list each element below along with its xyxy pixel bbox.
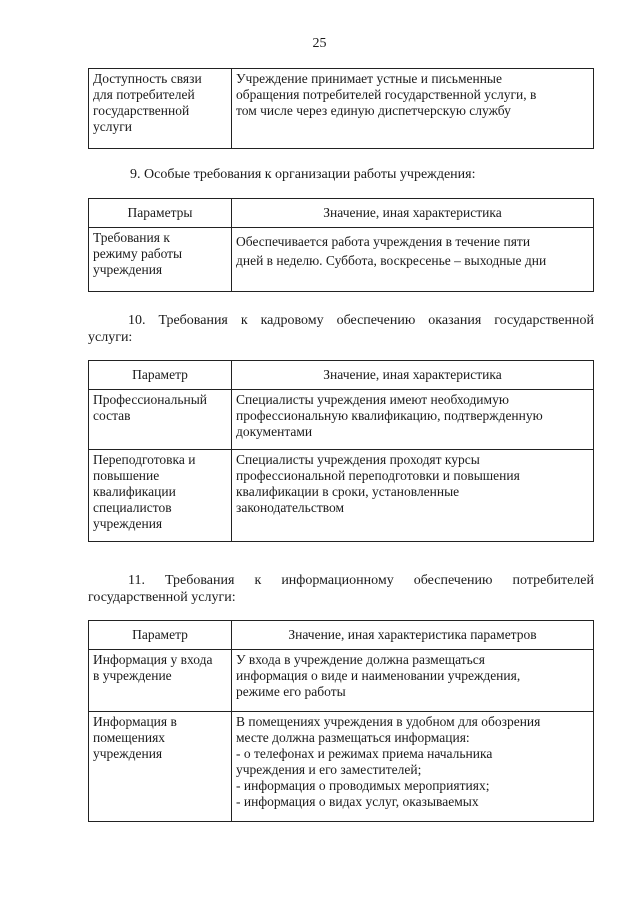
- table-information: [88, 620, 594, 822]
- table-header-row: [89, 621, 594, 650]
- column-header-value: Значение, иная характеристика: [232, 361, 594, 390]
- param-cell: Доступность связи для потребителей государственной услуги: [89, 69, 232, 149]
- param-cell: Информация у входа в учреждение: [89, 650, 232, 712]
- table-work-requirements: [88, 198, 594, 292]
- column-header-param: Параметр: [89, 621, 232, 650]
- page-number: 25: [312, 36, 327, 51]
- table-row: [89, 69, 594, 149]
- table-row: [89, 228, 594, 292]
- column-header-param: Параметры: [89, 199, 232, 228]
- table-row: [89, 650, 594, 712]
- column-header-value: Значение, иная характеристика: [232, 199, 594, 228]
- section-9-heading: 9. Особые требования к организации работы учреждения:: [130, 167, 476, 182]
- table-row: [89, 390, 594, 450]
- param-cell: Профессиональный состав: [89, 390, 232, 450]
- param-cell: Информация в помещениях учреждения: [89, 712, 232, 822]
- column-header-value: Значение, иная характеристика параметров: [232, 621, 594, 650]
- param-cell: Переподготовка и повышение квалификации специалистов учреждения: [89, 450, 232, 542]
- table-header-row: [89, 361, 594, 390]
- column-header-param: Параметр: [89, 361, 232, 390]
- value-cell: Обеспечивается работа учреждения в течение пяти дней в неделю. Суббота, воскресенье – выходные дни: [232, 228, 594, 292]
- table-staffing: [88, 360, 594, 542]
- value-cell: Специалисты учреждения имеют необходимую профессиональную квалификацию, подтвержденную документами: [232, 390, 594, 450]
- value-cell: Специалисты учреждения проходят курсы профессиональной переподготовки и повышения квалификации в сроки, установленные законодательством: [232, 450, 594, 542]
- value-cell: У входа в учреждение должна размещаться информация о виде и наименовании учреждения, режиме его работы: [232, 650, 594, 712]
- param-cell: Требования к режиму работы учреждения: [89, 228, 232, 292]
- value-cell: Учреждение принимает устные и письменные обращения потребителей государственной услуги, в том числе через единую диспетчерскую службу: [232, 69, 594, 149]
- table-availability: [88, 68, 594, 149]
- value-cell: В помещениях учреждения в удобном для обозрения месте должна размещаться информация: - о телефонах и режимах приема начальника учреждения и его заместителей; - информация о проводимых мероприятиях; - информация о видах услуг, оказываемых: [232, 712, 594, 822]
- section-11-heading: 11. Требования к информационному обеспечению потребителей государственной услуги:: [88, 573, 594, 605]
- table-row: [89, 450, 594, 542]
- table-header-row: [89, 199, 594, 228]
- table-row: [89, 712, 594, 822]
- section-10-heading: 10. Требования к кадровому обеспечению оказания государственной услуги:: [88, 313, 594, 345]
